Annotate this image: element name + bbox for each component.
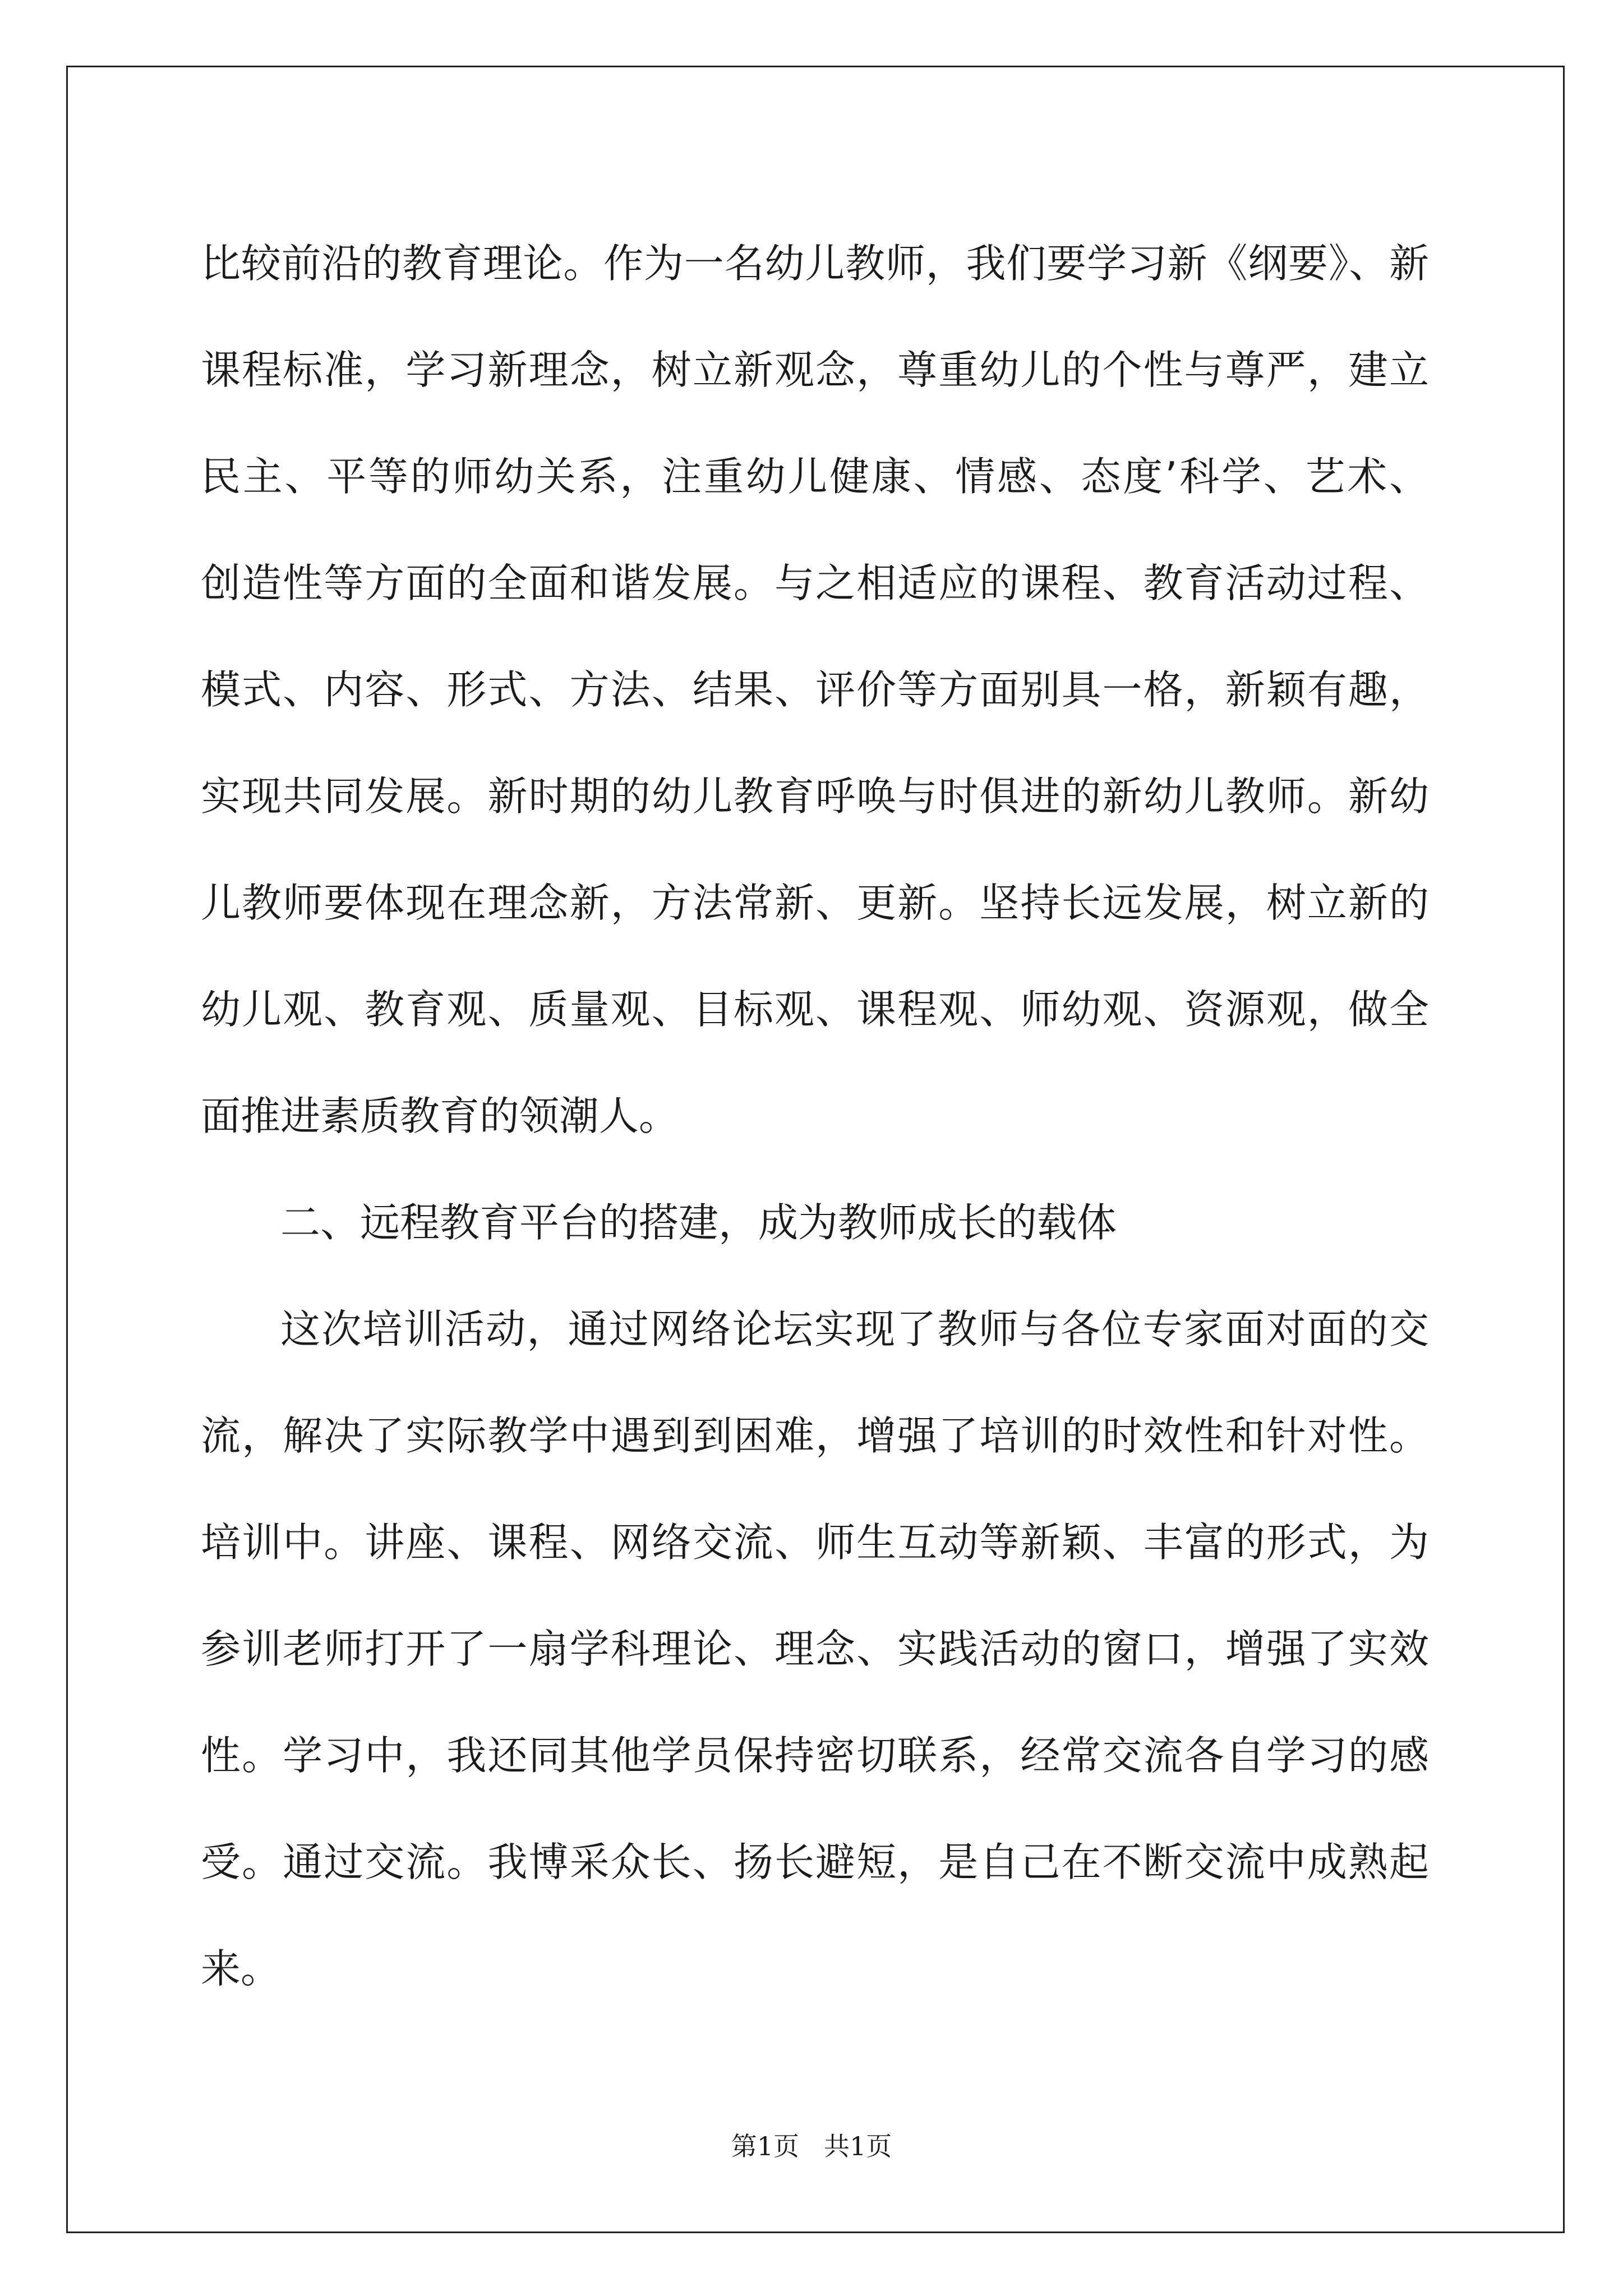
paragraph-1-line-2: 课程标准，学习新理念，树立新观念，尊重幼儿的个性与尊严，建立 [201, 347, 1429, 393]
paragraph-1-line-9: 面推进素质教育的领潮人。 [201, 1093, 679, 1139]
page-number-total: 共1页 [824, 2131, 892, 2161]
paragraph-1-line-3: 民主、平等的师幼关系，注重幼儿健康、情感、态度’科学、艺术、 [201, 453, 1429, 500]
paragraph-2-line-7: 来。 [201, 1945, 281, 1992]
paragraph-2-line-6: 受。通过交流。我博采众长、扬长避短，是自己在不断交流中成熟起 [201, 1839, 1429, 1885]
paragraph-2-line-1: 这次培训活动，通过网络论坛实现了教师与各位专家面对面的交 [280, 1306, 1429, 1352]
paragraph-1-line-7: 儿教师要体现在理念新，方法常新、更新。坚持长远发展，树立新的 [201, 880, 1429, 926]
document-body [201, 210, 1429, 2022]
paragraph-2-line-5: 性。学习中，我还同其他学员保持密切联系，经常交流各自学习的感 [201, 1732, 1429, 1779]
paragraph-2-line-3: 培训中。讲座、课程、网络交流、师生互动等新颖、丰富的形式，为 [201, 1519, 1429, 1566]
paragraph-1-line-5: 模式、内容、形式、方法、结果、评价等方面别具一格，新颖有趣， [201, 666, 1429, 713]
paragraph-2-line-4: 参训老师打开了一扇学科理论、理念、实践活动的窗口，增强了实效 [201, 1626, 1429, 1672]
paragraph-1-line-8: 幼儿观、教育观、质量观、目标观、课程观、师幼观、资源观，做全 [201, 986, 1429, 1033]
page-number-current: 第1页 [731, 2131, 799, 2161]
page-footer [0, 2129, 1623, 2163]
section-heading: 二、远程教育平台的搭建，成为教师成长的载体 [280, 1199, 1117, 1246]
paragraph-2-line-2: 流，解决了实际教学中遇到到困难，增强了培训的时效性和针对性。 [201, 1412, 1429, 1459]
paragraph-1-line-1: 比较前沿的教育理论。作为一名幼儿教师，我们要学习新《纲要》、新 [201, 240, 1429, 287]
paragraph-1-line-6: 实现共同发展。新时期的幼儿教育呼唤与时俱进的新幼儿教师。新幼 [201, 773, 1429, 820]
paragraph-1-line-4: 创造性等方面的全面和谐发展。与之相适应的课程、教育活动过程、 [201, 560, 1429, 606]
